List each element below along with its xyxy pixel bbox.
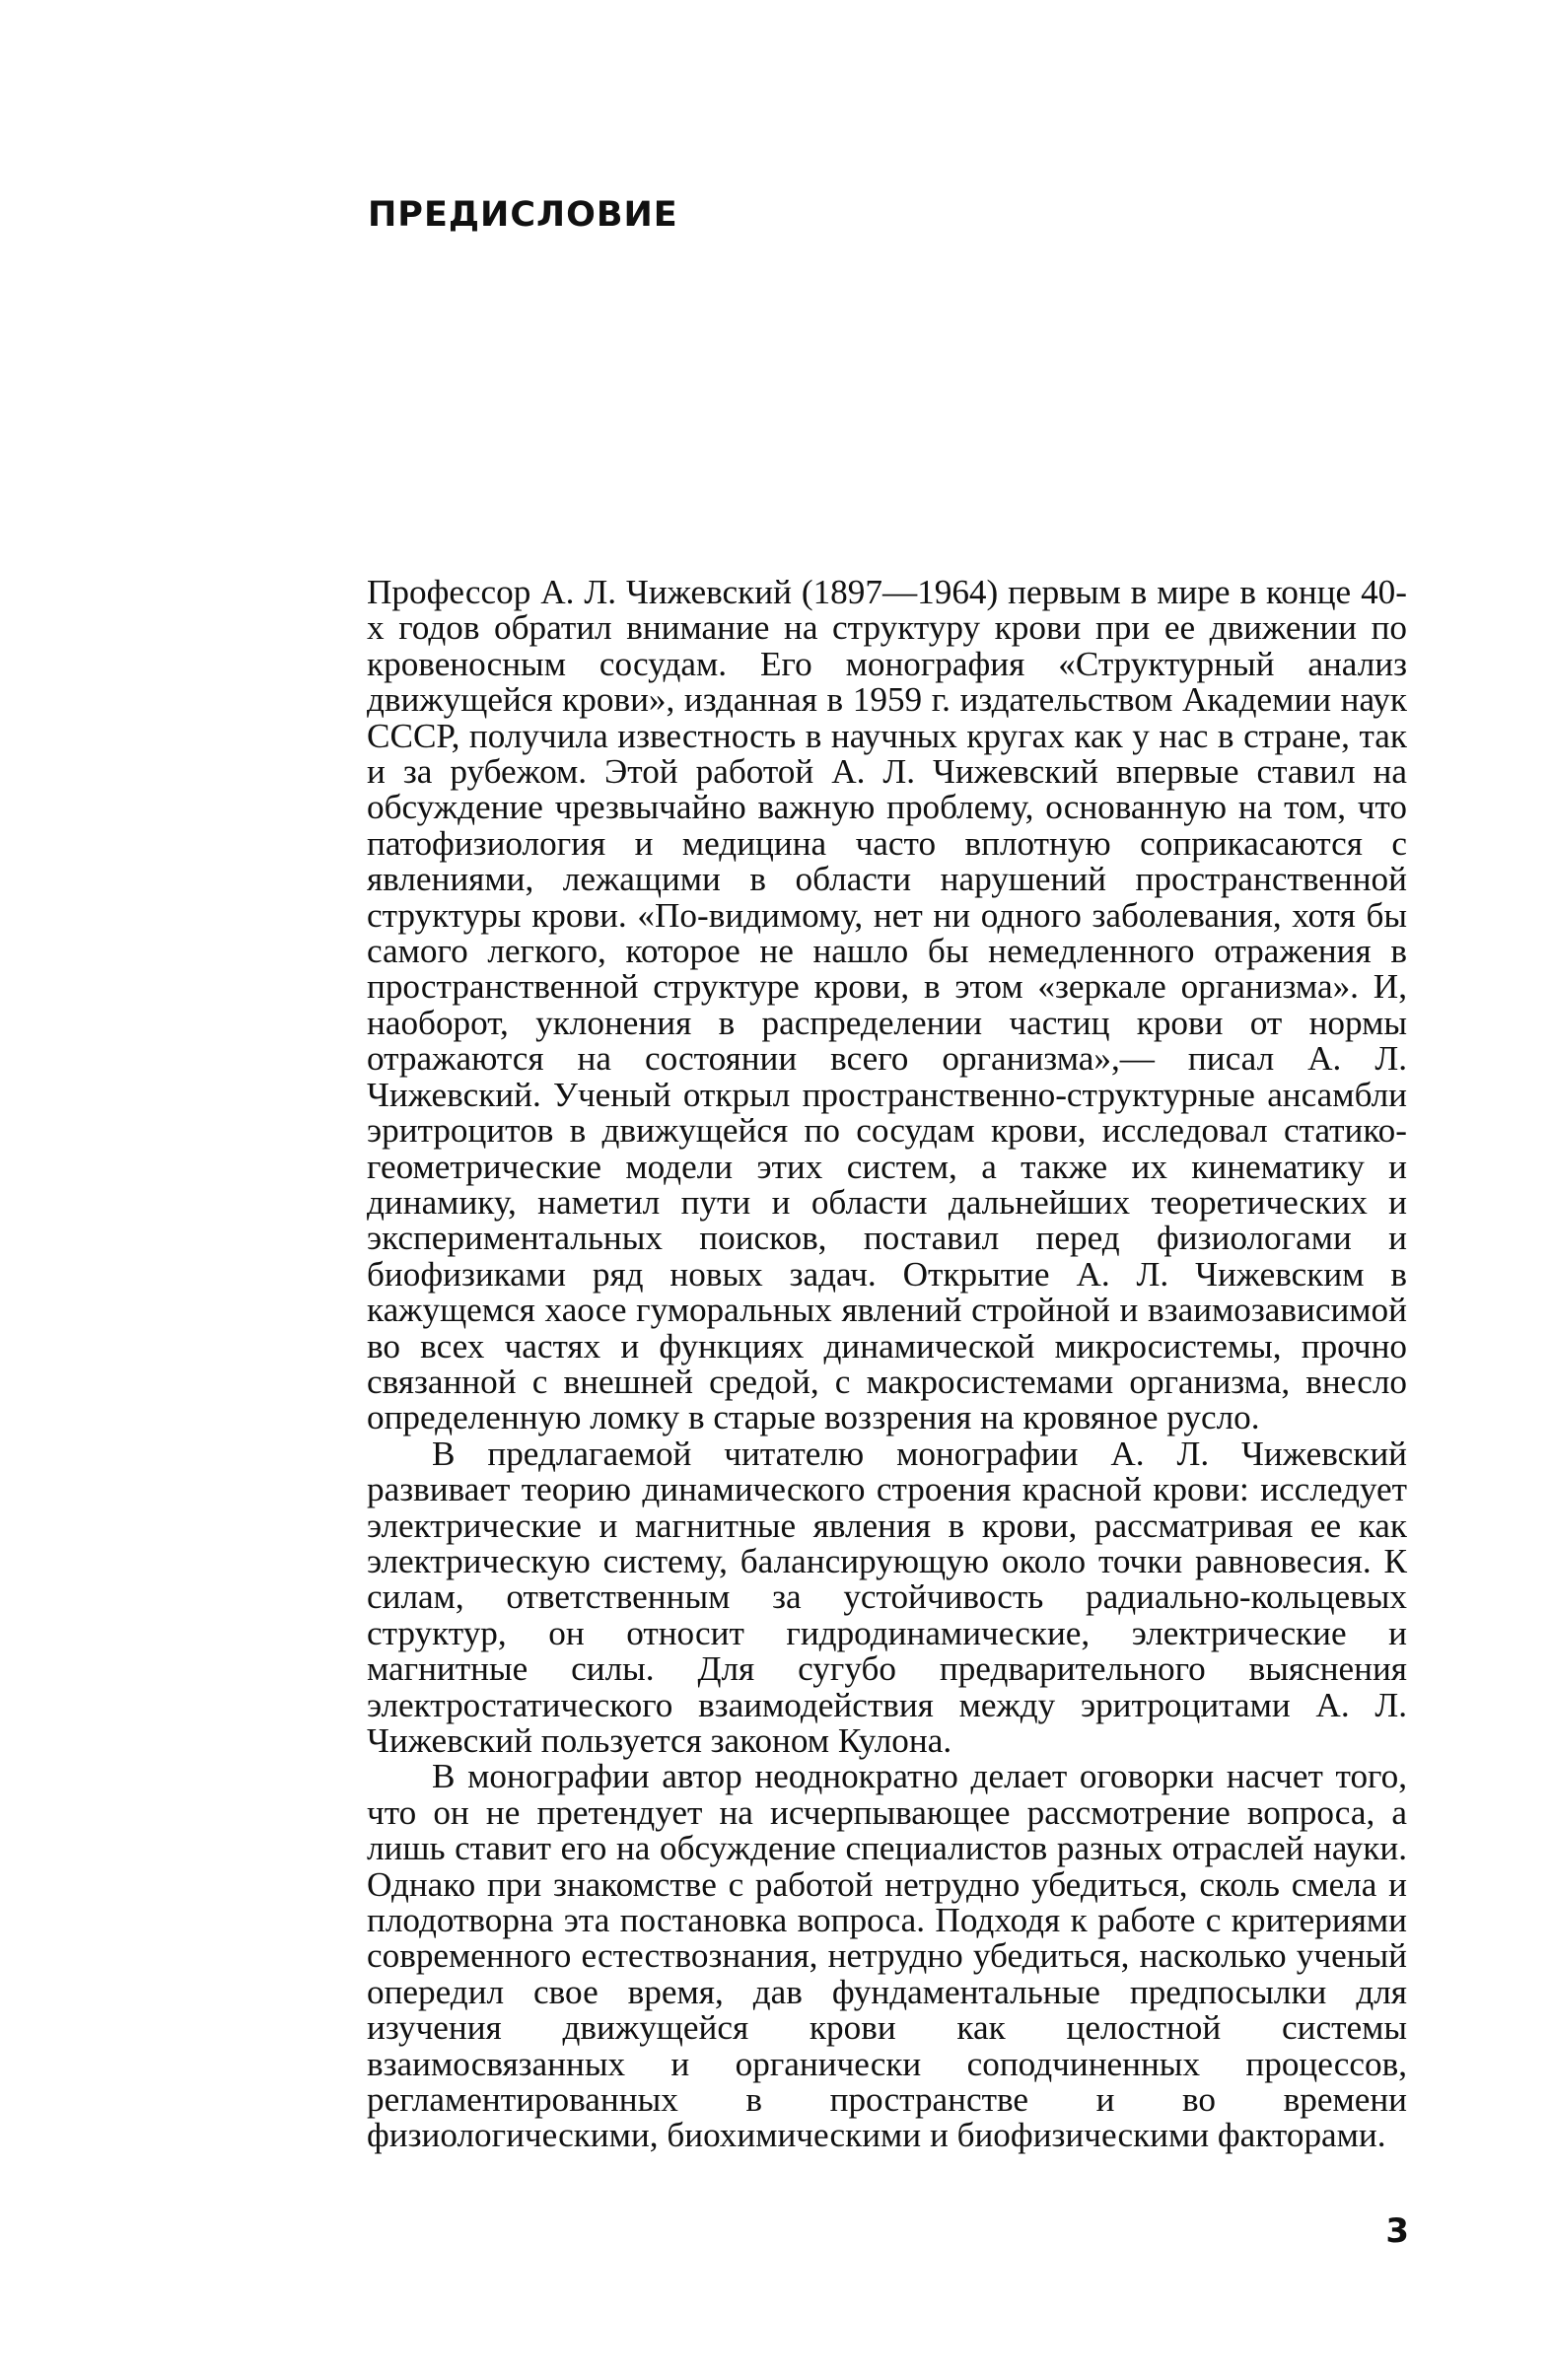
paragraph-1: Профессор А. Л. Чижевский (1897—1964) первым в мире в конце 40-х годов обратил внимание на структуру крови при ее движении по кровеносным сосудам. Его монография «Структурный анализ движущейся крови», изданная в 1959 г. издательством Академии наук СССР, получила известность в научных кругах как у нас в стране, так и за рубежом. Этой работой А. Л. Чижевский впервые ставил на обсуждение чрезвычайно важную проблему, основанную на том, что патофизиология и медицина часто вплотную соприкасаются с явлениями, лежащими в области нарушений пространственной структуры крови. «По-видимому, нет ни одного заболевания, хотя бы самого легкого, которое не нашло бы немедленного отражения в пространственной структуре крови, в этом «зеркале организма». И, наоборот, уклонения в распределении частиц крови от нормы отражаются на состоянии всего организма»,— писал А. Л. Чижевский. Ученый открыл пространственно-структурные ансамбли эритроцитов в движущейся по сосудам крови, исследовал статико-геометрические модели этих систем, а также их кинематику и динамику, наметил пути и области дальнейших теоретических и экспериментальных поисков, поставил перед физиологами и биофизиками ряд новых задач. Открытие А. Л. Чижевским в кажущемся хаосе гуморальных явлений стройной и взаимозависимой во всех частях и функциях динамической микросистемы, прочно связанной с внешней средой, с макросистемами организма, внесло определенную ломку в старые воззрения на кровяное русло. bbox=[367, 573, 1407, 1437]
page-number: 3 bbox=[1385, 2211, 1409, 2251]
paragraph-3: В монографии автор неоднократно делает оговорки насчет того, что он не претендует на исчерпывающее рассмотрение вопроса, а лишь ставит его на обсуждение специалистов разных отраслей науки. Однако при знакомстве с работой нетрудно убедиться, сколь смела и плодотворна эта постановка вопроса. Подходя к работе с критериями современного естествознания, нетрудно убедиться, насколько ученый опередил свое время, дав фундаментальные предпосылки для изучения движущейся крови как целостной системы взаимосвязанных и органически соподчиненных процессов, регламентированных в пространстве и во времени физиологическими, биохимическими и биофизическими факторами. bbox=[367, 1757, 1407, 2155]
body-text bbox=[367, 575, 1407, 2154]
chapter-heading: ПРЕДИСЛОВИЕ bbox=[368, 195, 678, 235]
paragraph-2: В предлагаемой читателю монографии А. Л. Чижевский развивает теорию динамического строения красной крови: исследует электрические и магнитные явления в крови, рассматривая ее как электрическую систему, балансирующую около точки равновесия. К силам, ответственным за устойчивость радиально-кольцевых структур, он относит гидродинамические, электрические и магнитные силы. Для сугубо предварительного выяснения электростатического взаимодействия между эритроцитами А. Л. Чижевский пользуется законом Кулона. bbox=[367, 1434, 1407, 1760]
